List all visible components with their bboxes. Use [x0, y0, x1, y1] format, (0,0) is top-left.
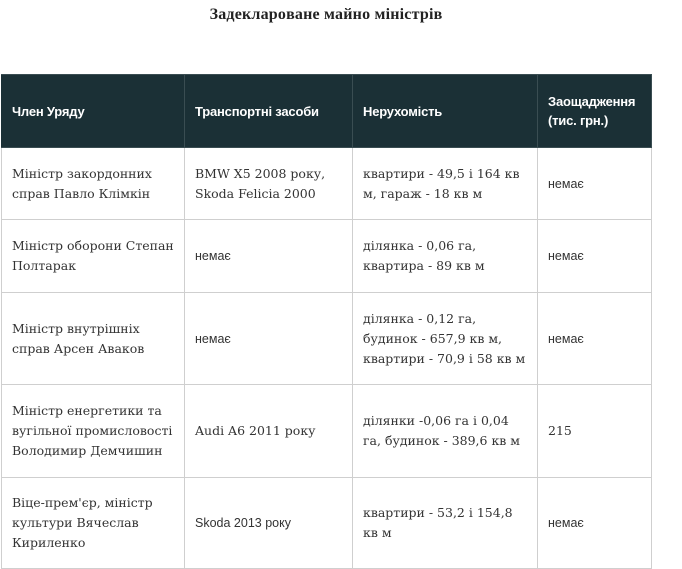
page-title: Задекларoване майно міністрів: [209, 6, 443, 23]
header-member: Член Уряду: [2, 75, 185, 148]
table-row: [2, 478, 652, 569]
table-row: [2, 148, 652, 220]
cell-savings: немає: [538, 293, 652, 385]
cell-transport: Skoda 2013 року: [185, 478, 353, 569]
table-row: [2, 385, 652, 478]
header-row: [2, 75, 652, 148]
cell-member: Міністр закордонних справ Павло Клімкін: [2, 148, 185, 220]
cell-savings: немає: [538, 478, 652, 569]
cell-member: Міністр внутрішніх справ Арсен Аваков: [2, 293, 185, 385]
cell-property: ділянки -0,06 га і 0,04 га, будинок - 389,6 кв м: [353, 385, 538, 478]
cell-transport: BMW X5 2008 року, Skoda Felicia 2000: [185, 148, 353, 220]
cell-transport: Audi A6 2011 року: [185, 385, 353, 478]
cell-property: квартири - 49,5 і 164 кв м, гараж - 18 кв м: [353, 148, 538, 220]
header-transport: Транспортні засоби: [185, 75, 353, 148]
cell-member: Міністр оборони Степан Полтарак: [2, 220, 185, 293]
table-header: [2, 75, 652, 148]
cell-savings: 215: [538, 385, 652, 478]
cell-transport: немає: [185, 293, 353, 385]
table-body: [2, 148, 652, 569]
header-savings: Заощадження (тис. грн.): [538, 75, 652, 148]
cell-property: квартири - 53,2 і 154,8 кв м: [353, 478, 538, 569]
header-property: Нерухомість: [353, 75, 538, 148]
cell-transport: немає: [185, 220, 353, 293]
table-row: [2, 293, 652, 385]
cell-savings: немає: [538, 220, 652, 293]
cell-property: ділянка - 0,06 га, квартира - 89 кв м: [353, 220, 538, 293]
cell-savings: немає: [538, 148, 652, 220]
cell-member: Міністр енергетики та вугільної промисловості Володимир Демчишин: [2, 385, 185, 478]
ministers-assets-table: [1, 74, 652, 569]
table-row: [2, 220, 652, 293]
cell-member: Віце-прем'єр, міністр культури Вячеслав Кириленко: [2, 478, 185, 569]
cell-property: ділянка - 0,12 га, будинок - 657,9 кв м, квартири - 70,9 і 58 кв м: [353, 293, 538, 385]
